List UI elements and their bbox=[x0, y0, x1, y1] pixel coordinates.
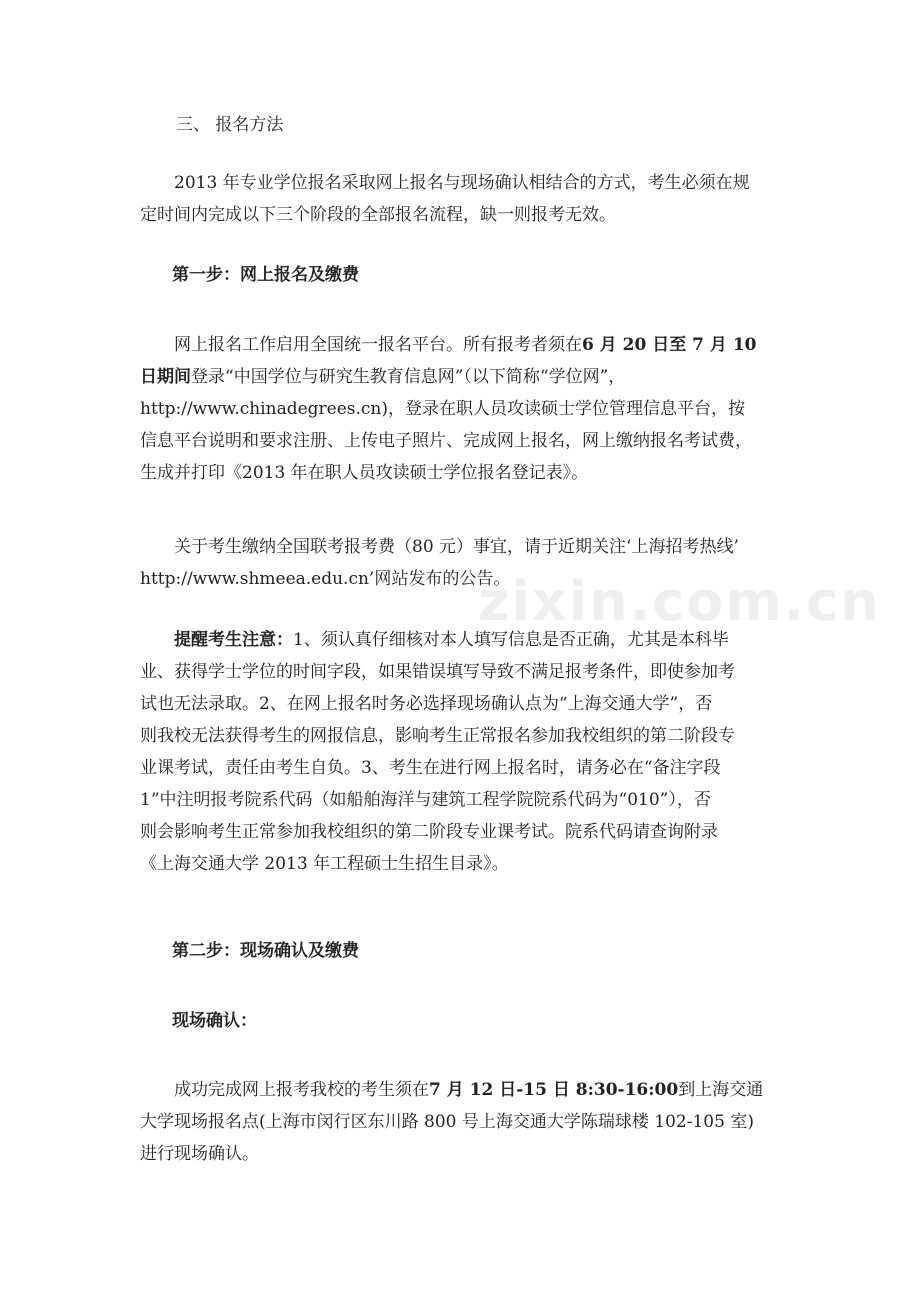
step1-notice-paragraph bbox=[140, 624, 785, 880]
intro-paragraph bbox=[140, 167, 785, 231]
text-line: 业课考试，责任由考生自负。3、考生在进行网上报名时，请务必在“备注字段 bbox=[140, 758, 721, 778]
intro-line: 2013 年专业学位报名采取网上报名与现场确认相结合的方式，考生必须在规 bbox=[174, 173, 750, 193]
notice-label: 提醒考生注意： bbox=[174, 630, 293, 650]
step1-paragraph-online-registration bbox=[140, 329, 785, 489]
step2-heading: 第二步：现场确认及缴费 bbox=[172, 941, 359, 961]
date-range-bold-end: 日期间 bbox=[140, 367, 191, 387]
step1-paragraph-fee bbox=[140, 531, 785, 595]
text-line bbox=[140, 1074, 785, 1106]
text-line: 业、获得学士学位的时间字段，如果错误填写导致不满足报考条件，即使参加考 bbox=[140, 662, 735, 682]
line-text: 登录“中国学位与研究生教育信息网”（以下简称“学位网”， bbox=[191, 367, 626, 387]
url-line: http://www.chinadegrees.cn)，登录在职人员攻读硕士学位管理信息平台，按 bbox=[140, 399, 746, 419]
text-line: 1”中注明报考院系代码（如船舶海洋与建筑工程学院院系代码为“010”），否 bbox=[140, 790, 711, 810]
url-line: http://www.shmeea.edu.cn’网站发布的公告。 bbox=[140, 569, 511, 589]
text-line: 大学现场报名点(上海市闵行区东川路 800 号上海交通大学陈瑞球楼 102-105 室) bbox=[140, 1112, 754, 1132]
line-text: 到上海交通 bbox=[678, 1080, 764, 1100]
text-line bbox=[140, 624, 785, 656]
confirmation-time-bold: 7 月 12 日-15 日 8:30-16:00 bbox=[429, 1080, 679, 1100]
onsite-confirmation-subheading: 现场确认： bbox=[172, 1011, 257, 1031]
watermark: zixin.com.cn bbox=[478, 570, 881, 633]
text-line: 试也无法录取。2、在网上报名时务必选择现场确认点为“上海交通大学”，否 bbox=[140, 694, 713, 714]
text-line: 则我校无法获得考生的网报信息，影响考生正常报名参加我校组织的第二阶段专 bbox=[140, 726, 735, 746]
text-line bbox=[140, 361, 785, 393]
text-line: 《上海交通大学 2013 年工程硕士生招生目录》。 bbox=[140, 854, 509, 874]
text-line bbox=[140, 329, 785, 361]
line-text: 1、须认真仔细核对本人填写信息是否正确，尤其是本科毕 bbox=[293, 630, 729, 650]
text-line: 关于考生缴纳全国联考报考费（80 元）事宜，请于近期关注‘上海招考热线’ bbox=[174, 537, 739, 557]
text-line: 信息平台说明和要求注册、上传电子照片、完成网上报名，网上缴纳报名考试费， bbox=[140, 431, 752, 451]
line-text: 成功完成网上报考我校的考生须在 bbox=[174, 1080, 429, 1100]
text-line: 生成并打印《2013 年在职人员攻读硕士学位报名登记表》。 bbox=[140, 463, 589, 483]
section-heading: 三、 报名方法 bbox=[176, 115, 284, 135]
step1-heading: 第一步：网上报名及缴费 bbox=[172, 265, 359, 285]
text-line: 则会影响考生正常参加我校组织的第二阶段专业课考试。院系代码请查询附录 bbox=[140, 822, 718, 842]
line-text: 网上报名工作启用全国统一报名平台。所有报考者须在 bbox=[174, 335, 582, 355]
intro-line: 定时间内完成以下三个阶段的全部报名流程，缺一则报考无效。 bbox=[140, 205, 616, 225]
step2-paragraph bbox=[140, 1074, 785, 1170]
text-line: 进行现场确认。 bbox=[140, 1144, 259, 1164]
date-range-bold: 6 月 20 日至 7 月 10 bbox=[582, 335, 757, 355]
